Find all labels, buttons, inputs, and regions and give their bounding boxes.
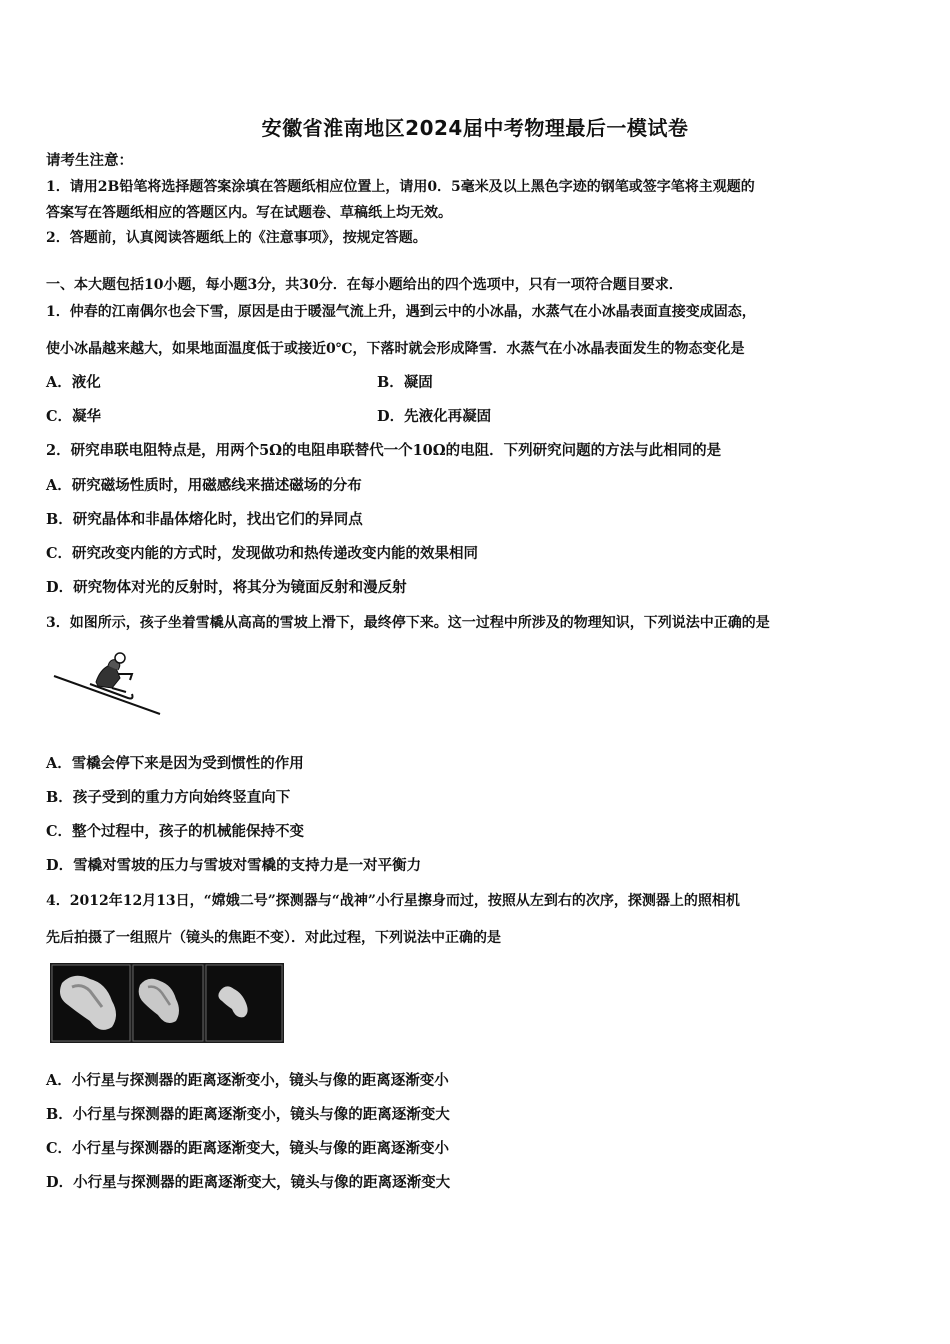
q1-option-b: B．凝固 — [377, 374, 433, 391]
q2-stem: 2．研究串联电阻特点是，用两个5Ω的电阻串联替代一个10Ω的电阻．下列研究问题的方法与此相同的是 — [46, 442, 722, 459]
notice-line-2: 答案写在答题纸相应的答题区内。写在试题卷、草稿纸上均无效。 — [46, 205, 452, 221]
q4-option-c: C．小行星与探测器的距离逐渐变大，镜头与像的距离逐渐变小 — [46, 1140, 450, 1157]
q2-option-b: B．研究晶体和非晶体熔化时，找出它们的异同点 — [46, 511, 363, 528]
asteroid-photos-figure — [50, 963, 284, 1043]
q3-option-b: B．孩子受到的重力方向始终竖直向下 — [46, 789, 291, 806]
q3-option-c: C．整个过程中，孩子的机械能保持不变 — [46, 823, 305, 840]
q2-option-d: D．研究物体对光的反射时，将其分为镜面反射和漫反射 — [46, 579, 407, 596]
notice-line-3: 2．答题前，认真阅读答题纸上的《注意事项》，按规定答题。 — [46, 230, 427, 246]
section-heading: 一、本大题包括10小题，每小题3分，共30分．在每小题给出的四个选项中，只有一项符合题目要求． — [46, 277, 683, 293]
q4-option-d: D．小行星与探测器的距离逐渐变大，镜头与像的距离逐渐变大 — [46, 1174, 451, 1191]
q1-stem-line-1: 1．仲春的江南偶尔也会下雪，原因是由于暖湿气流上升，遇到云中的小冰晶，水蒸气在小冰晶表面直接变成固态， — [46, 304, 756, 320]
q1-stem-line-2: 使小冰晶越来越大，如果地面温度低于或接近0℃，下落时就会形成降雪．水蒸气在小冰晶表面发生的物态变化是 — [46, 341, 745, 357]
notice-line-1: 1．请用2B铅笔将选择题答案涂填在答题纸相应位置上，请用0．5毫米及以上黑色字迹的钢笔或签字笔将主观题的 — [46, 179, 755, 195]
q4-stem-line-2: 先后拍摄了一组照片（镜头的焦距不变）．对此过程，下列说法中正确的是 — [46, 930, 501, 946]
q1-option-a: A．液化 — [46, 374, 101, 391]
q4-option-b: B．小行星与探测器的距离逐渐变小，镜头与像的距离逐渐变大 — [46, 1106, 450, 1123]
q4-option-a: A．小行星与探测器的距离逐渐变小，镜头与像的距离逐渐变小 — [46, 1072, 449, 1089]
q1-option-d: D．先液化再凝固 — [377, 408, 492, 425]
notice-heading: 请考生注意： — [46, 152, 133, 169]
q3-stem: 3．如图所示，孩子坐着雪橇从高高的雪坡上滑下，最终停下来。这一过程中所涉及的物理知识，下列说法中正确的是 — [46, 615, 770, 631]
q2-option-a: A．研究磁场性质时，用磁感线来描述磁场的分布 — [46, 477, 362, 494]
page-title: 安徽省淮南地区2024届中考物理最后一模试卷 — [261, 116, 689, 140]
q4-stem-line-1: 4．2012年12月13日，“嫦娥二号”探测器与“战神”小行星擦身而过，按照从左到右的次序，探测器上的照相机 — [46, 893, 740, 909]
q3-option-a: A．雪橇会停下来是因为受到惯性的作用 — [46, 755, 304, 772]
q3-option-d: D．雪橇对雪坡的压力与雪坡对雪橇的支持力是一对平衡力 — [46, 857, 422, 874]
q2-option-c: C．研究改变内能的方式时，发现做功和热传递改变内能的效果相同 — [46, 545, 479, 562]
q1-option-c: C．凝华 — [46, 408, 102, 425]
sled-slope-figure — [50, 648, 165, 720]
